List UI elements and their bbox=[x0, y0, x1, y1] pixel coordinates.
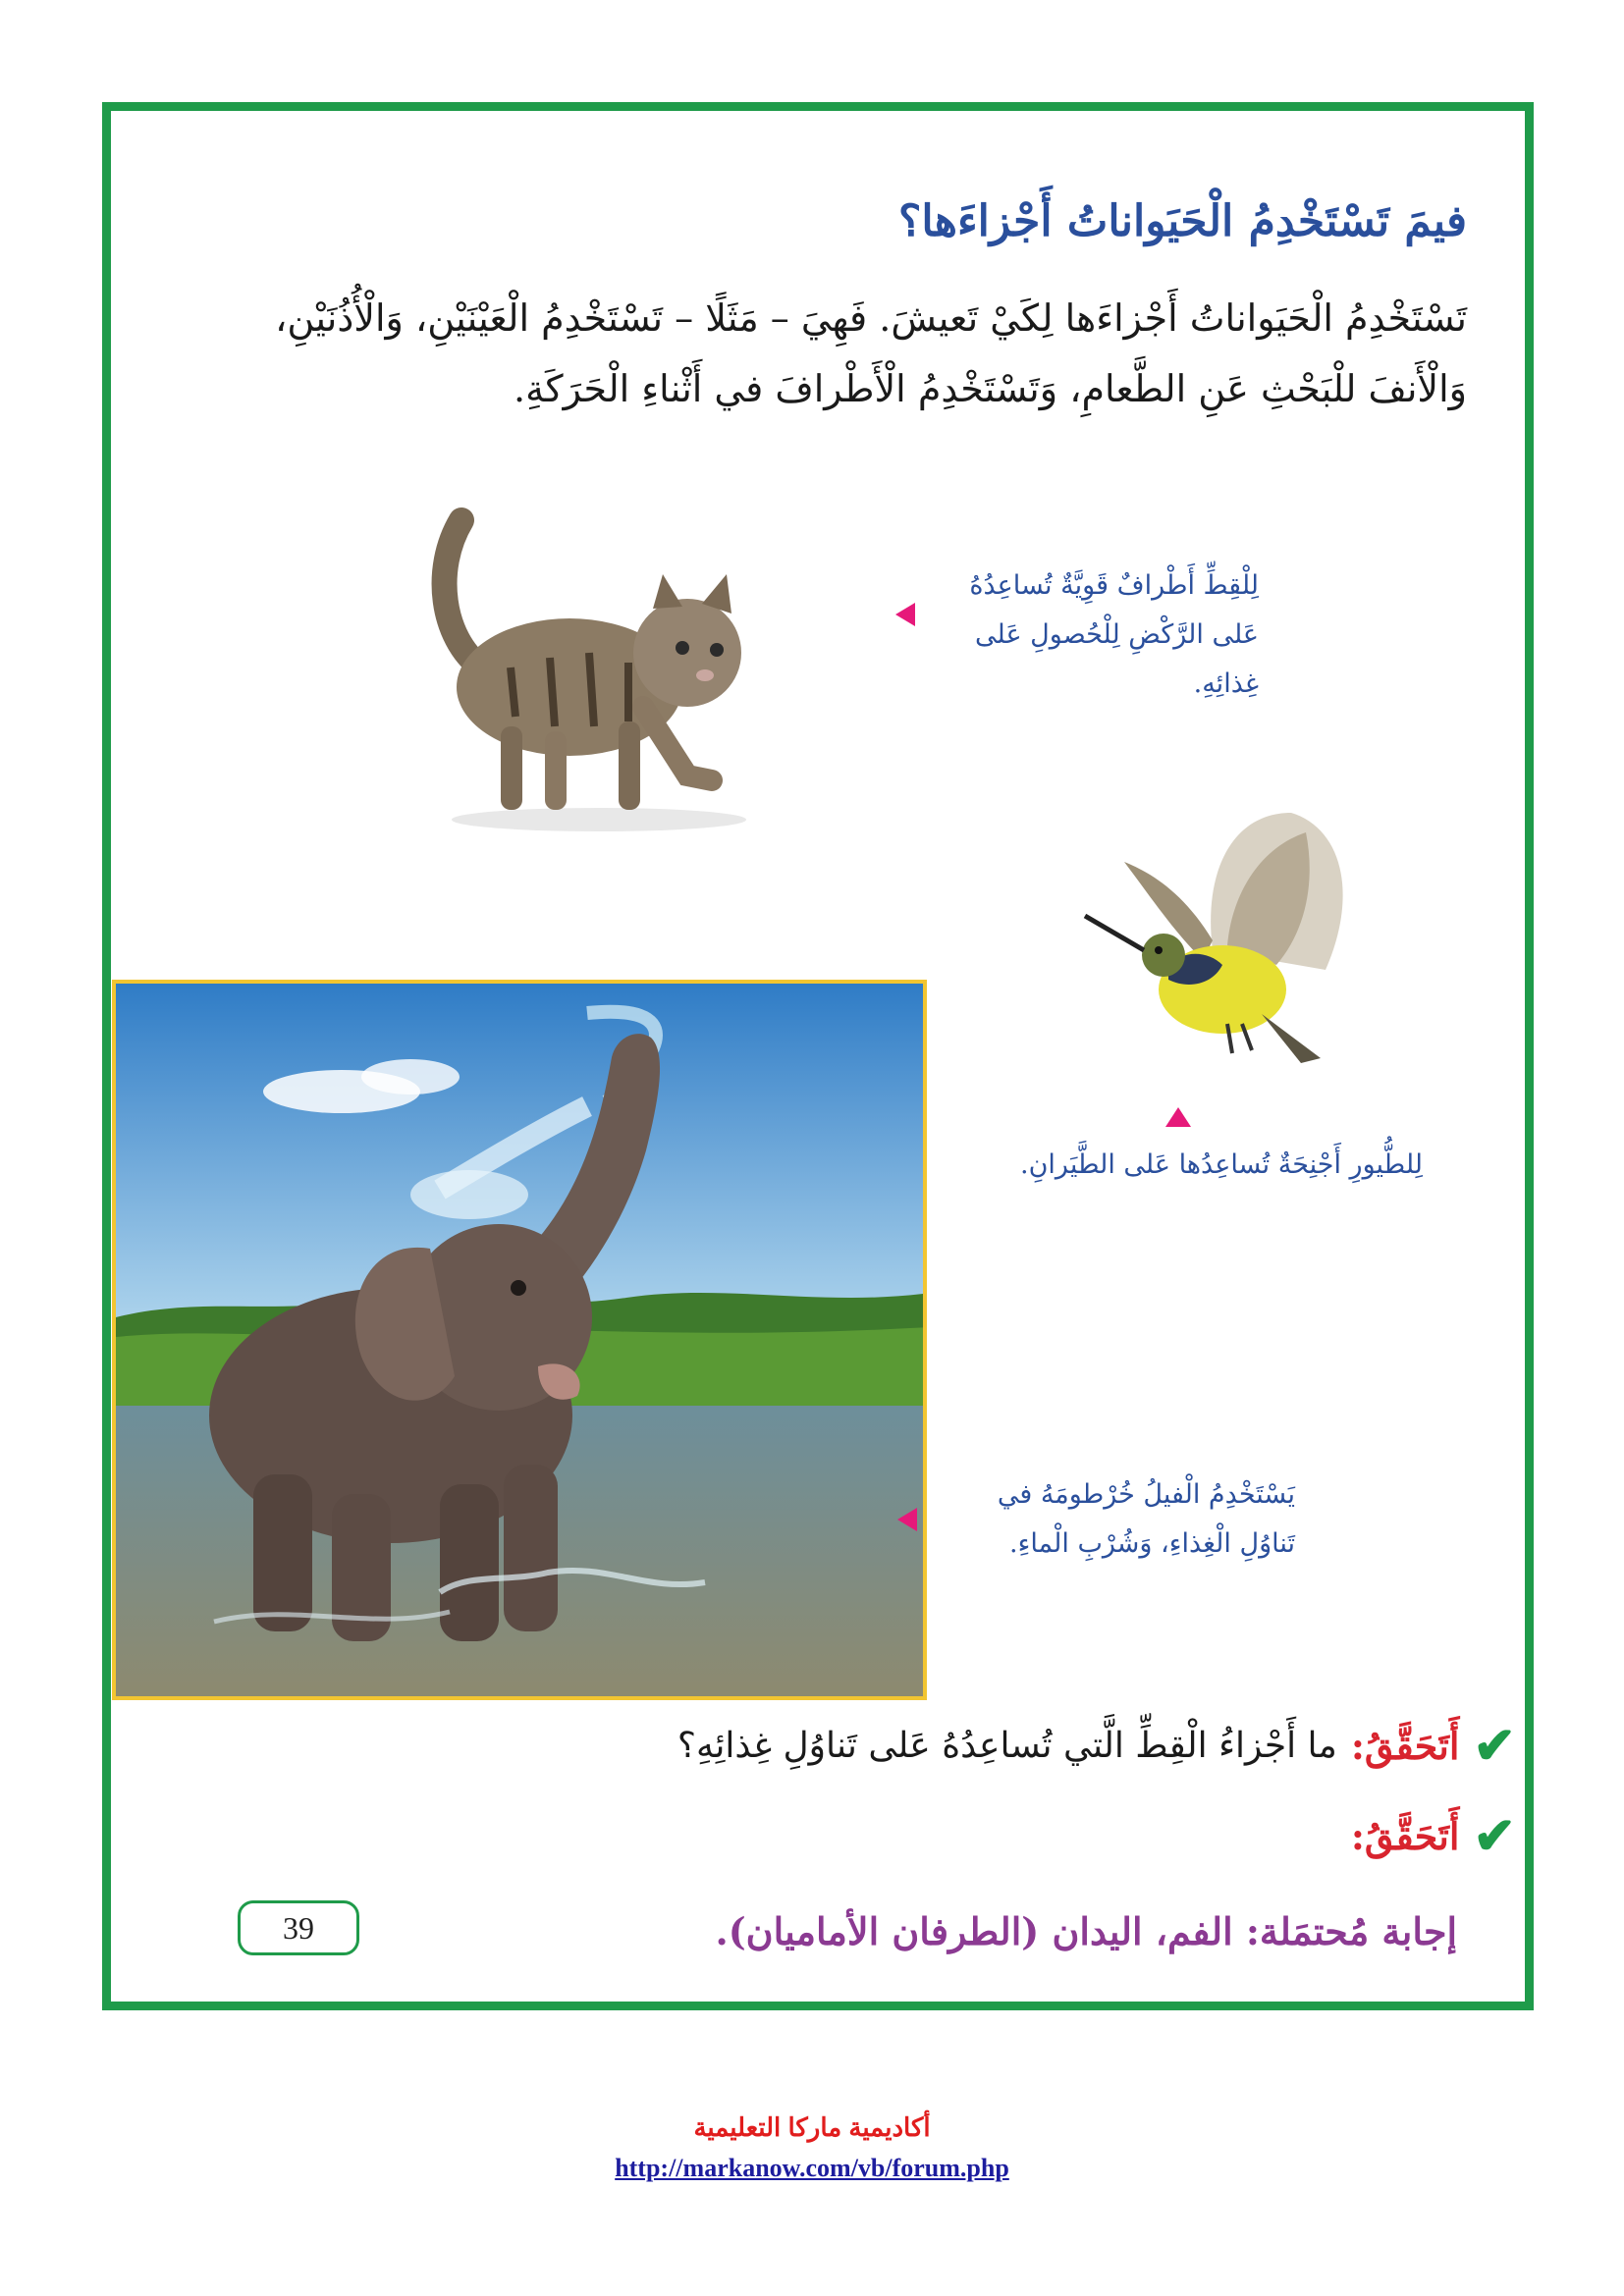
checkmark-icon: ✔ bbox=[1473, 1716, 1516, 1776]
pointer-triangle-icon bbox=[897, 1508, 917, 1531]
elephant-caption: يَسْتَخْدِمُ الْفيلُ خُرْطومَهُ في تَناوُلِ الْغِذاءِ، وَشُرْبِ الْماءِ. bbox=[997, 1479, 1295, 1559]
check-answer-row bbox=[1351, 1806, 1516, 1866]
cat-photo bbox=[393, 481, 805, 844]
footer-forum-link[interactable]: http://markanow.com/vb/forum.php bbox=[615, 2154, 1009, 2182]
pointer-triangle-icon bbox=[895, 603, 915, 626]
page-number: 39 bbox=[238, 1900, 359, 1955]
pointer-triangle-icon bbox=[1165, 1107, 1191, 1127]
footer-academy-name: أكاديمية ماركا التعليمية bbox=[693, 2112, 931, 2142]
check-label-2: أَتَحَقَّقُ: bbox=[1350, 1814, 1460, 1858]
elephant-photo bbox=[112, 980, 927, 1700]
lesson-intro: تَسْتَخْدِمُ الْحَيَواناتُ أَجْزاءَها لِكَيْ تَعيشَ. فَهِيَ – مَثَلًا – تَسْتَخْدِمُ الْعَيْنَيْنِ، وَالْأُذُنَيْنِ، وَالْأَنفَ للْبَحْثِ عَنِ الطَّعامِ، وَتَسْتَخْدِمُ الْأَطْرافَ في أَثْناءِ الْحَرَكَةِ. bbox=[275, 296, 1467, 410]
check-question-row bbox=[677, 1716, 1516, 1776]
bird-photo bbox=[1065, 803, 1360, 1088]
check-answer: إجابة مُحتمَلة: الفم، اليدان (الطرفان الأماميان). bbox=[715, 1909, 1457, 1953]
check-question: ما أَجْزاءُ الْقِطِّ الَّتي تُساعِدُهُ عَلى تَناوُلِ غِذائِهِ؟ bbox=[677, 1726, 1337, 1766]
check-label: أَتَحَقَّقُ: bbox=[1350, 1724, 1460, 1768]
checkmark-icon: ✔ bbox=[1473, 1806, 1516, 1866]
lesson-title: فيمَ تَسْتَخْدِمُ الْحَيَواناتُ أَجْزاءَها؟ bbox=[898, 196, 1467, 246]
bird-caption: لِلطُّيورِ أَجْنِحَةٌ تُساعِدُها عَلى الطَّيَرانِ. bbox=[1020, 1149, 1423, 1180]
cat-caption: لِلْقِطِّ أَطْرافٌ قَوِيَّةٌ تُساعِدُهُ عَلى الرَّكْضِ لِلْحُصولِ عَلى غِذائِهِ. bbox=[969, 570, 1259, 699]
